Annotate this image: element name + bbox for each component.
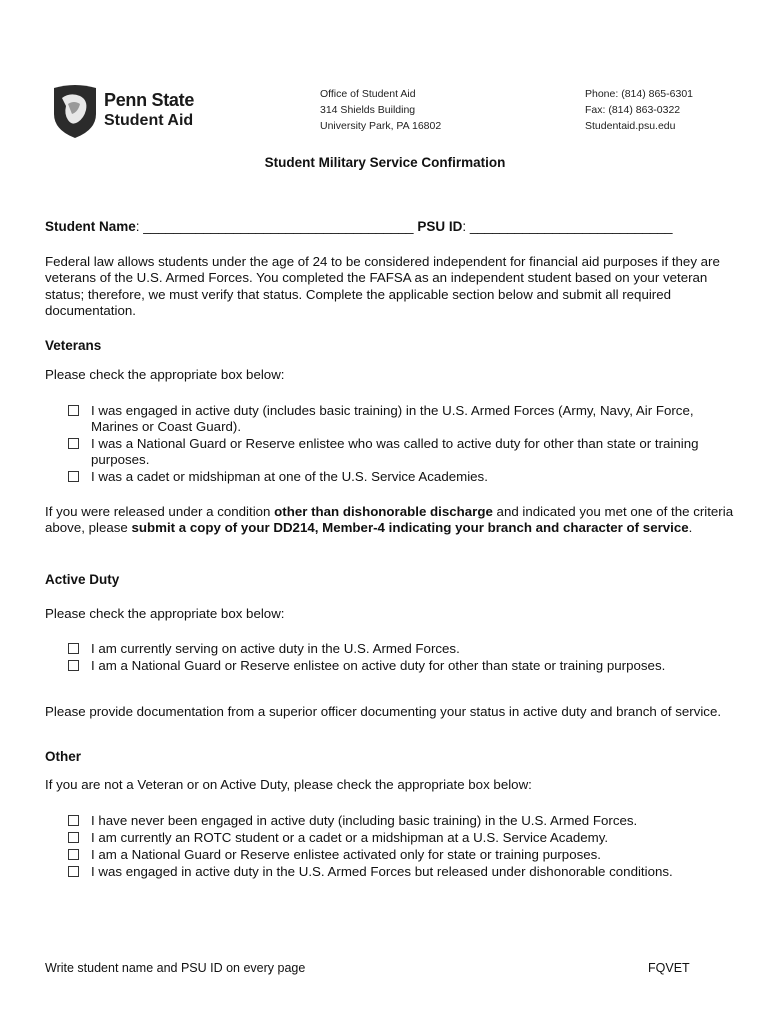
penn-state-logo: [52, 84, 195, 140]
veterans-prompt: Please check the appropriate box below:: [45, 367, 285, 382]
other-option-4: I was engaged in active duty in the U.S. Armed Forces but released under dishonorable conditions.: [91, 864, 673, 879]
active-duty-option-1: I am currently serving on active duty in the U.S. Armed Forces.: [91, 641, 460, 656]
veterans-note-bold-2: submit a copy of your DD214, Member-4 indicating your branch and character of service: [131, 520, 689, 536]
active-duty-checkbox-2[interactable]: [68, 660, 79, 674]
contact-fax: Fax: (814) 863-0322: [585, 104, 681, 116]
nittany-lion-shield-icon: [52, 84, 98, 138]
active-duty-note: Please provide documentation from a superior officer documenting your status in active duty and branch of service.: [45, 704, 722, 719]
contact-info: [585, 86, 693, 134]
other-option-1: I have never been engaged in active duty (including basic training) in the U.S. Armed Forces.: [91, 813, 638, 828]
student-fields-line: [45, 219, 673, 234]
active-duty-prompt: Please check the appropriate box below:: [45, 606, 285, 621]
intro-paragraph: Federal law allows students under the age of 24 to be considered independent for financial aid purposes if they are veterans of the U.S. Armed Forces. You completed the FAFSA as an independent student based on your veteran status; therefore, we must verify that status. Complete the applicable section below and submit all required documentation.: [45, 254, 720, 319]
veterans-note-bold-1: other than dishonorable discharge: [274, 504, 493, 519]
veterans-note-part-2: and indicated you met one of the criteria above, please: [45, 504, 734, 536]
psu-id-label: PSU ID: [413, 219, 463, 234]
active-duty-heading: Active Duty: [45, 572, 120, 587]
other-checkbox-4[interactable]: [68, 866, 79, 880]
other-option-2: I am currently an ROTC student or a cadet or a midshipman at a U.S. Service Academy.: [91, 830, 609, 845]
veterans-option-1: I was engaged in active duty (includes basic training) in the U.S. Armed Forces (Army, Navy, Air Force, Marines or Coast Guard).: [91, 403, 694, 435]
student-name-label: Student Name: [45, 219, 136, 234]
contact-phone: Phone: (814) 865-6301: [585, 88, 693, 100]
other-heading: Other: [45, 749, 82, 764]
logo-line-1: Penn State: [104, 90, 195, 110]
office-city: University Park, PA 16802: [320, 120, 442, 132]
psu-id-field[interactable]: : ___________________________: [462, 219, 673, 234]
veterans-note-part-3: .: [688, 520, 693, 536]
logo-line-2: Student Aid: [104, 112, 194, 129]
contact-web: Studentaid.psu.edu: [585, 120, 676, 132]
student-name-field[interactable]: : ____________________________________: [135, 219, 414, 234]
veterans-note: [45, 504, 735, 537]
other-checkbox-2[interactable]: [68, 832, 79, 846]
footer-note: Write student name and PSU ID on every page: [45, 961, 306, 975]
veterans-checkbox-1[interactable]: [68, 405, 79, 419]
veterans-note-part-1: If you were released under a condition: [45, 504, 275, 519]
other-prompt: If you are not a Veteran or on Active Duty, please check the appropriate box below:: [45, 777, 532, 792]
office-name: Office of Student Aid: [320, 88, 416, 100]
office-address: [320, 86, 441, 134]
veterans-checkbox-3[interactable]: [68, 471, 79, 485]
other-checkbox-1[interactable]: [68, 815, 79, 829]
active-duty-checkbox-1[interactable]: [68, 643, 79, 657]
veterans-option-3: I was a cadet or midshipman at one of the U.S. Service Academies.: [91, 469, 488, 484]
office-building: 314 Shields Building: [320, 104, 416, 116]
veterans-heading: Veterans: [45, 338, 102, 353]
active-duty-option-2: I am a National Guard or Reserve enlistee on active duty for other than state or training purposes.: [91, 658, 666, 673]
veterans-checkbox-2[interactable]: [68, 438, 79, 452]
other-checkbox-3[interactable]: [68, 849, 79, 863]
form-code: FQVET: [648, 961, 690, 975]
veterans-option-2: I was a National Guard or Reserve enlistee who was called to active duty for other than state or training purposes.: [91, 436, 699, 468]
other-option-3: I am a National Guard or Reserve enlistee activated only for state or training purposes.: [91, 847, 601, 862]
page-title: Student Military Service Confirmation: [264, 155, 506, 170]
